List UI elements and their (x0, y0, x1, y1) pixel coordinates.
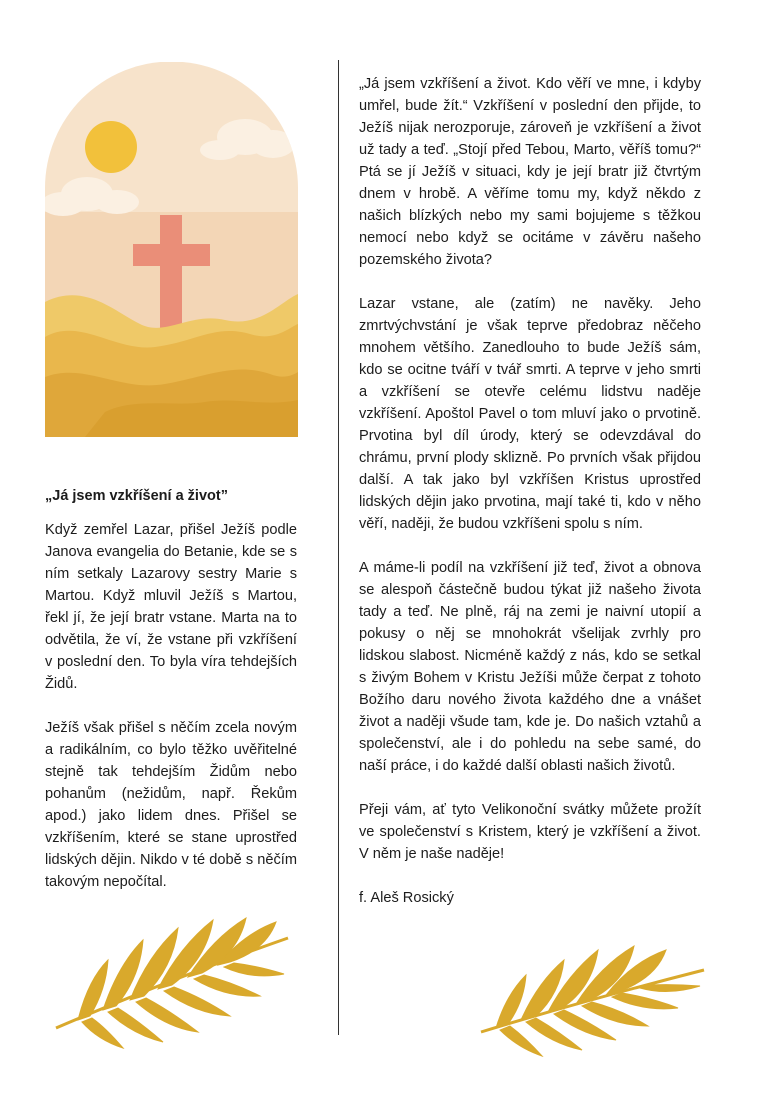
paragraph: Lazar vstane, ale (zatím) ne navěky. Jeho zmrtvýchvstání je však teprve předobraz něčeho mnohem většího. Zanedlouho to bude Ježíš sám, kdo se ocitne tváří v tvář smrti. A teprve v jeho smrti a vzkříšení se otevře celému lidstvu naděje vzkříšení. Apoštol Pavel o tom mluví jako o prvotině. Prvotina byl díl úrody, který se odevzdával do chrámu, první plody sklizně. Po prvních však přijdou další. A tak jako byl vzkříšen Kristus uprostřed lidských dějin jako prvotina, mají také ti, kdo v něho věří, naději, že budou vzkříšeni spolu s ním. (359, 296, 701, 532)
paragraph: A máme-li podíl na vzkříšení již teď, život a obnova se alespoň částečně budou týkat již našeho života tady a teď. Ne plně, ráj na zemi je naivní utopií a pokusy o něj se mnohokrát všelijak zvrhly pro lidskou slabost. Nicméně každý z nás, kdo se setkal s živým Bohem v Kristu Ježíši může čerpat z tohoto Božího daru nového života každého dne a vnášet život a naději všude tam, kde je. Do našich vztahů a společenství, ale i do pohledu na sebe samé, do naší práce, i do každé další oblasti našich životů. (359, 560, 701, 774)
paragraph: Když zemřel Lazar, přišel Ježíš podle Janova evangelia do Betanie, kde se s ním setkaly Lazarovy sestry Marie s Martou. Když mluvil Ježíš s Martou, řekl jí, že její bratr vstane. Marta na to odvětila, že ví, že vstane při vzkříšení v poslední den. To byla víra tehdejších Židů. (45, 522, 297, 692)
paragraph: Přeji vám, ať tyto Velikonoční svátky můžete prožít ve společenství s Kristem, který je vzkříšení a život. V něm je naše naděje! (359, 802, 701, 862)
sun-icon (85, 121, 137, 173)
paragraph: „Já jsem vzkříšení a život. Kdo věří ve mne, i kdyby umřel, bude žít.“ Vzkříšení v poslední den přijde, to Ježíš nijak nerozporuje, zároveň je vzkříšení a život už tady a teď. „Stojí před Tebou, Marto, věříš tomu?“ Ptá se jí Ježíš v situaci, kdy je její bratr již čtvrtým dnem v hrobě. A věříme tomu my, když někdo z našich blízkých nebo my sami bojujeme s těžkou nemocí nebo když se ocitáme v závěru našeho pozemského života? (359, 76, 701, 268)
right-column (359, 73, 701, 931)
easter-cross-illustration (45, 62, 298, 437)
column-divider (338, 60, 339, 1035)
palm-leaf-icon (48, 910, 298, 1050)
palm-leaf-icon (476, 940, 708, 1060)
left-column (45, 485, 297, 915)
article-heading: „Já jsem vzkříšení a život” (45, 488, 228, 504)
signature: f. Aleš Rosický (359, 890, 454, 906)
paragraph: Ježíš však přišel s něčím zcela novým a radikálním, co bylo těžko uvěřitelné stejně tak tehdejším Židům nebo pohanům (nežidům, např. Řekům apod.) jako lidem dnes. Přišel se vzkříšením, které se stane uprostřed lidských dějin. Nikdo v té době s něčím takovým nepočítal. (45, 720, 297, 890)
